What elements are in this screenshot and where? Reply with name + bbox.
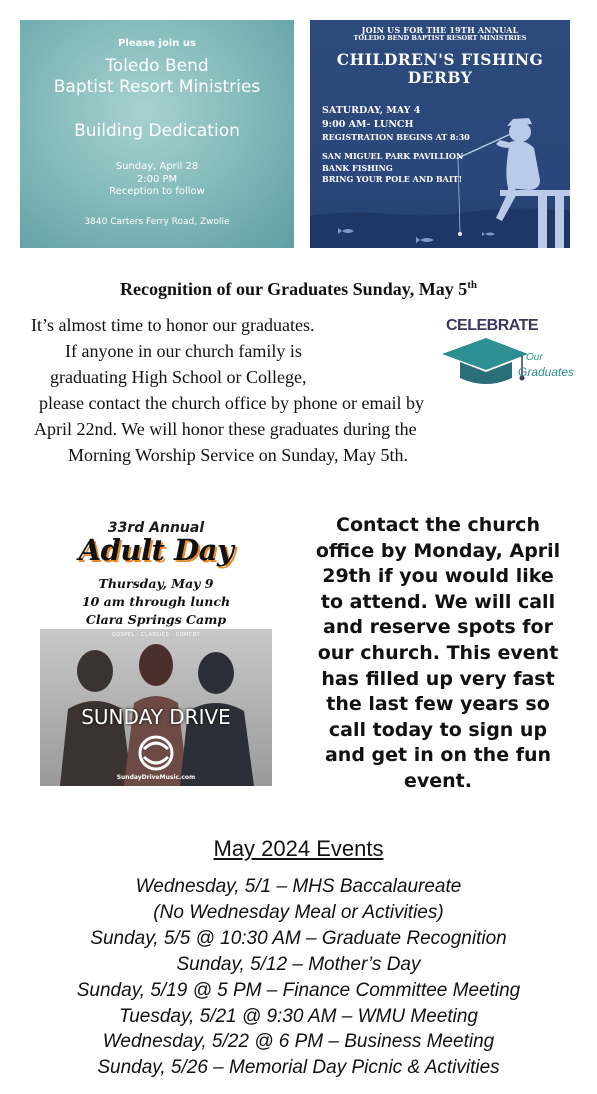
adult-day-annual: 33rd Annual	[107, 520, 205, 536]
adult-day-title: Adult Day	[78, 533, 234, 567]
graduates-line-4: please contact the church office by phone or email by	[39, 393, 425, 413]
contact-line: and reserve spots for	[323, 616, 553, 639]
fishing-bring: BRING YOUR POLE AND BAIT!	[322, 174, 463, 185]
contact-line: event.	[404, 769, 472, 792]
celebrate-graduates-badge	[440, 314, 575, 392]
events-title: May 2024 Events	[213, 836, 384, 861]
band-website: SundayDriveMusic.com	[116, 774, 196, 781]
event-item: Sunday, 5/12 – Mother’s Day	[176, 953, 421, 975]
graduates-line-1: It’s almost time to honor our graduates.	[31, 315, 315, 335]
dedication-org-line1: Toledo Bend	[105, 56, 209, 76]
adult-day-date: Thursday, May 9	[98, 576, 214, 591]
contact-line: to attend. We will call	[320, 590, 556, 613]
fishing-title-line1: CHILDREN'S FISHING	[336, 50, 544, 69]
graduates-line-3: graduating High School or College,	[50, 367, 307, 387]
graduates-line-5: April 22nd. We will honor these graduates during the	[34, 419, 417, 439]
contact-line: office by Monday, April	[315, 539, 561, 562]
adult-day-location: Clara Springs Camp	[85, 612, 227, 627]
fishing-activity: BANK FISHING	[322, 162, 393, 173]
event-item: Sunday, 5/5 @ 10:30 AM – Graduate Recognition	[90, 927, 507, 949]
bobber-icon	[458, 232, 462, 236]
dedication-event: Building Dedication	[74, 121, 240, 141]
contact-line: has filled up very fast	[321, 667, 555, 690]
fishing-time: 9:00 AM- LUNCH	[322, 119, 414, 130]
contact-line: Contact the church	[336, 514, 540, 536]
badge-celebrate: CELEBRATE	[446, 317, 539, 334]
dedication-org	[20, 56, 294, 98]
contact-line: call today to sign up	[328, 718, 548, 741]
event-item: Wednesday, 5/22 @ 6 PM – Business Meeting	[102, 1031, 495, 1053]
badge-graduates: Graduates	[518, 365, 575, 379]
event-item: Tuesday, 5/21 @ 9:30 AM – WMU Meeting	[119, 1005, 478, 1027]
event-item: Sunday, 5/26 – Memorial Day Picnic & Activities	[97, 1057, 500, 1079]
dedication-time: 2:00 PM	[136, 173, 178, 185]
contact-line: 29th if you would like	[322, 565, 554, 588]
graduates-line-2: If anyone in our church family is	[65, 341, 302, 361]
water-shape	[310, 208, 570, 248]
graduates-heading	[0, 279, 597, 300]
dedication-address: 3840 Carters Ferry Road, Zwolle	[84, 217, 230, 227]
fishing-join: JOIN US FOR THE 19TH ANNUAL	[361, 25, 519, 35]
fishing-title	[310, 51, 570, 87]
graduates-line-6: Morning Worship Service on Sunday, May 5th.	[68, 445, 409, 465]
fishing-date: SATURDAY, MAY 4	[322, 105, 421, 116]
fishing-org: TOLEDO BEND BAPTIST RESORT MINISTRIES	[353, 34, 527, 42]
fishing-derby-flyer	[310, 20, 570, 248]
graduates-heading-suffix: th	[467, 279, 477, 291]
dedication-intro: Please join us	[118, 38, 196, 49]
badge-our: Our	[526, 352, 543, 363]
fishing-registration: REGISTRATION BEGINS AT 8:30	[322, 132, 470, 142]
contact-line: our church. This event	[317, 641, 559, 664]
adult-day-time: 10 am through lunch	[81, 594, 231, 609]
dedication-flyer	[20, 20, 294, 248]
event-item: (No Wednesday Meal or Activities)	[153, 901, 444, 923]
dedication-org-line2: Baptist Resort Ministries	[53, 77, 261, 97]
adult-day-contact-text	[298, 513, 578, 795]
contact-line: the last few years so	[326, 693, 550, 716]
contact-line: and get in on the fun	[324, 744, 552, 767]
graduation-cap-icon	[440, 336, 530, 392]
dedication-reception: Reception to follow	[109, 186, 205, 197]
dedication-date: Sunday, April 28	[115, 161, 199, 172]
fishing-location: SAN MIGUEL PARK PAVILLION	[322, 150, 464, 161]
fishing-title-line2: DERBY	[407, 68, 473, 87]
event-item: Sunday, 5/19 @ 5 PM – Finance Committee Meeting	[76, 979, 521, 1001]
adult-day-flyer	[40, 520, 272, 786]
band-photo	[40, 629, 272, 786]
boy-silhouette-icon	[496, 118, 540, 221]
dedication-when	[20, 161, 294, 199]
band-name: SUNDAY DRIVE	[81, 705, 231, 729]
band-photo-tag: GOSPEL · CLASSICS · COMEDY	[111, 632, 201, 638]
graduates-heading-text: Recognition of our Graduates Sunday, May 5	[120, 279, 468, 299]
events-list	[0, 874, 597, 1081]
fishing-details	[322, 104, 470, 186]
event-item: Wednesday, 5/1 – MHS Baccalaureate	[135, 876, 462, 897]
